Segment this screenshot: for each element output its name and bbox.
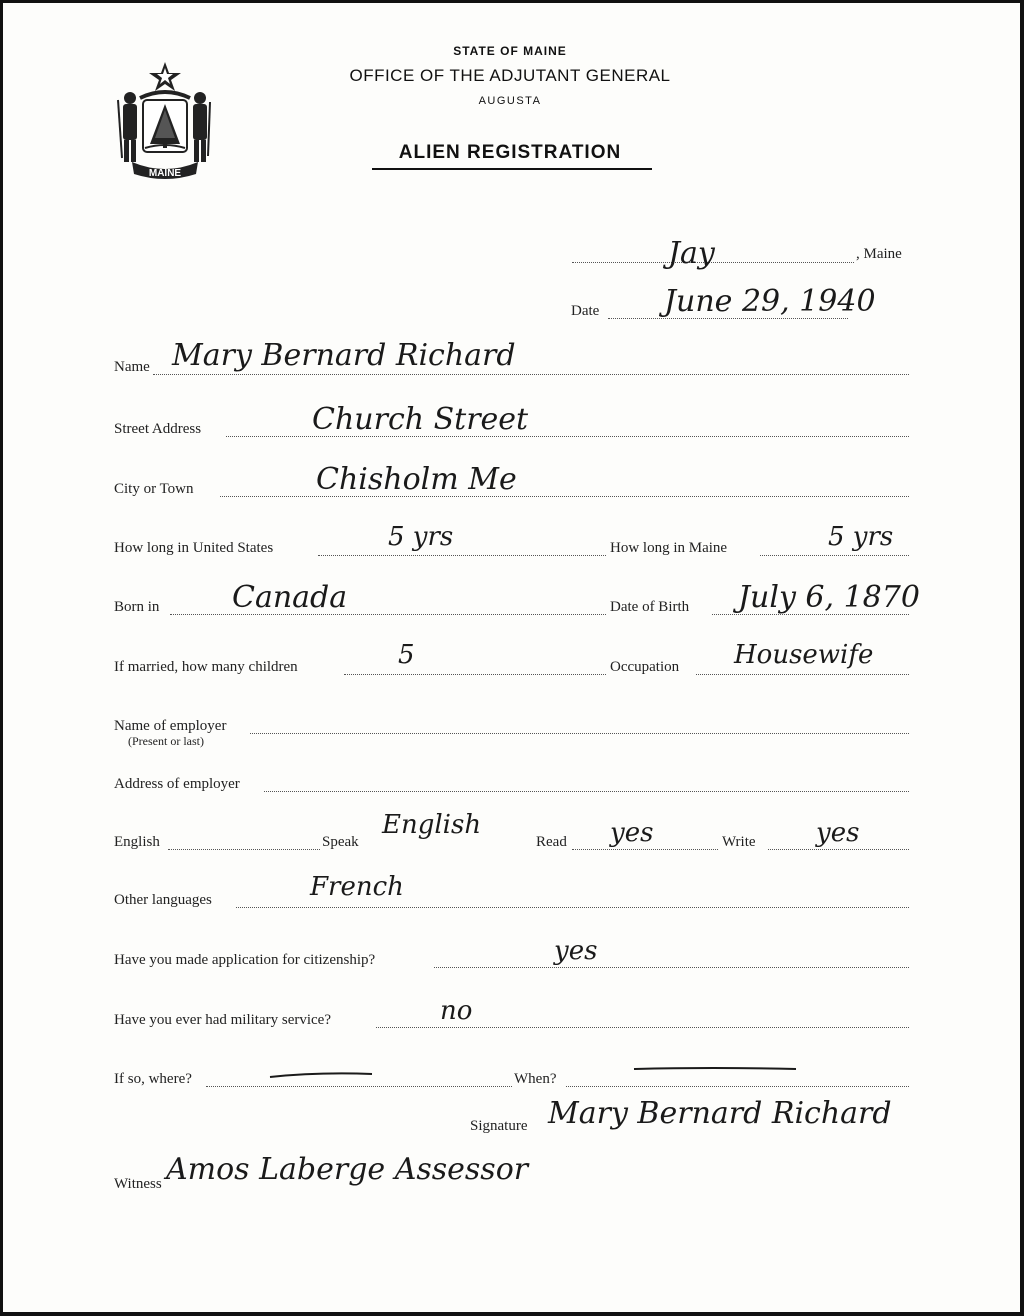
citizenship-dotted-line [434,967,909,968]
name-value: Mary Bernard Richard [172,338,516,373]
scan-border-bottom [0,1312,1024,1316]
children-value: 5 [398,640,415,670]
scan-border-left [0,0,3,1316]
signature-label: Signature [470,1118,528,1134]
children-dotted-line [344,674,606,675]
town-value: Jay [668,236,715,271]
us-duration-value: 5 yrs [388,522,454,552]
us-duration-dotted-line [318,555,606,556]
occupation-label: Occupation [610,659,680,675]
title-underline [372,168,652,170]
citizenship-label: Have you made application for citizenship? [114,952,376,968]
dob-value: July 6, 1870 [738,580,920,615]
military-dotted-line [376,1027,909,1028]
scan-border-top [0,0,1024,3]
speak-label: Speak [322,834,359,850]
occupation-value: Housewife [734,640,874,670]
employer-name-sublabel: (Present or last) [128,734,204,748]
header-city: AUGUSTA [478,95,542,107]
city-label: City or Town [114,481,194,497]
read-value: yes [610,818,654,848]
header-office: OFFICE OF THE ADJUTANT GENERAL [349,66,671,85]
town-suffix-label: , Maine [856,246,902,262]
scan-border-right [1020,0,1024,1316]
citizenship-value: yes [554,936,598,966]
when-label: When? [514,1071,557,1087]
children-label: If married, how many children [114,659,298,675]
dob-label: Date of Birth [610,599,690,615]
street-label: Street Address [114,421,202,437]
maine-state-seal-icon [110,58,220,184]
city-value: Chisholm Me [316,462,517,497]
where-label: If so, where? [114,1071,192,1087]
date-label: Date [571,303,600,319]
me-duration-dotted-line [760,555,909,556]
english-label: English [114,834,160,850]
date-value: June 29, 1940 [664,284,876,319]
english-dotted-line [168,849,320,850]
read-dotted-line [572,849,718,850]
employer-address-label: Address of employer [114,776,240,792]
employer-name-label: Name of employer [114,718,227,734]
form-title: ALIEN REGISTRATION [398,142,622,163]
speak-value: English [382,810,482,840]
occupation-dotted-line [696,674,909,675]
where-dotted-line [206,1086,512,1087]
employer-name-dotted-line [250,733,909,734]
other-languages-value: French [310,872,404,902]
other-languages-label: Other languages [114,892,212,908]
me-duration-label: How long in Maine [610,540,728,556]
write-dotted-line [768,849,909,850]
witness-value: Amos Laberge Assessor [166,1152,529,1187]
me-duration-value: 5 yrs [828,522,894,552]
when-dotted-line [566,1086,909,1087]
write-label: Write [722,834,756,850]
signature-value: Mary Bernard Richard [548,1096,892,1131]
military-label: Have you ever had military service? [114,1012,331,1028]
street-value: Church Street [312,402,529,437]
read-label: Read [536,834,567,850]
when-dash-mark [632,1064,802,1076]
military-value: no [440,996,473,1026]
us-duration-label: How long in United States [114,540,274,556]
write-value: yes [816,818,860,848]
employer-address-dotted-line [264,791,909,792]
name-dotted-line [153,374,909,375]
born-in-label: Born in [114,599,160,615]
name-label: Name [114,359,150,375]
born-in-value: Canada [232,580,348,615]
witness-label: Witness [114,1176,162,1192]
seal-banner-text: MAINE [148,168,182,179]
header-state: STATE OF MAINE [453,44,567,58]
where-dash-mark [268,1068,378,1082]
other-languages-dotted-line [236,907,909,908]
